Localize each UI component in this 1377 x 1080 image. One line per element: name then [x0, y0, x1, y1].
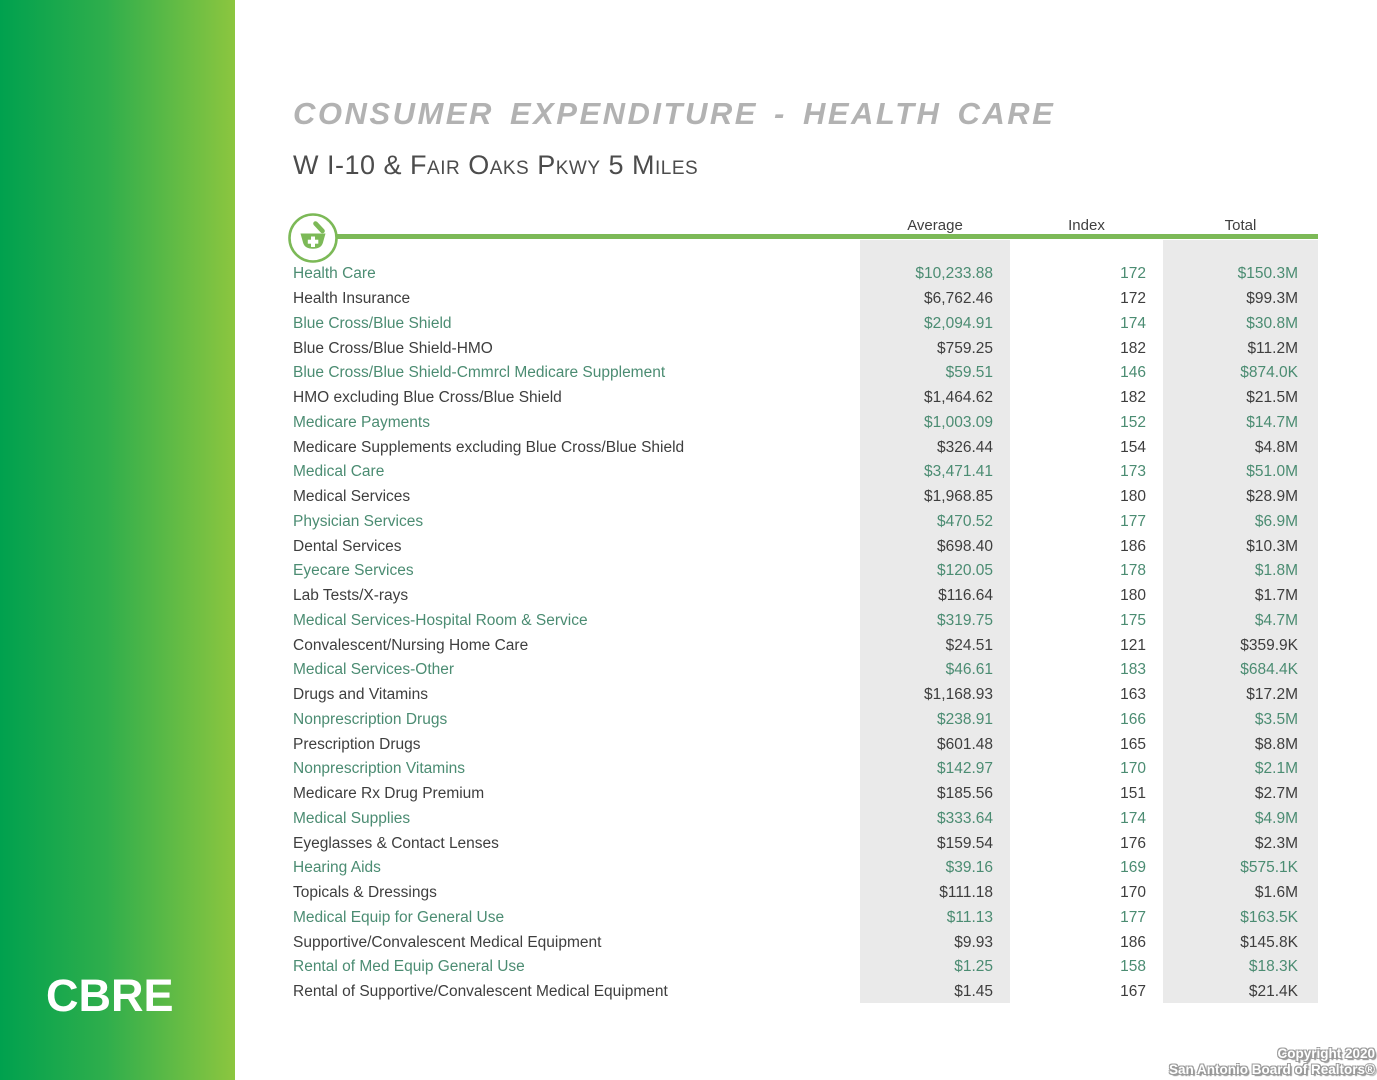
- table-row: [293, 609, 1318, 634]
- row-label: Dental Services: [293, 537, 402, 555]
- row-index: 186: [1120, 933, 1146, 951]
- row-label: Medical Services-Hospital Room & Service: [293, 611, 588, 629]
- row-average: $319.75: [936, 611, 993, 629]
- row-total: $3.5M: [1254, 710, 1298, 728]
- cbre-logo: CBRE: [46, 970, 174, 1021]
- page-title: CONSUMER EXPENDITURE - HEALTH CARE: [293, 96, 1056, 131]
- row-index: 165: [1120, 735, 1146, 753]
- row-total: $11.2M: [1247, 339, 1298, 357]
- table-row: [293, 336, 1318, 361]
- table-row: [293, 460, 1318, 485]
- row-total: $575.1K: [1240, 859, 1298, 877]
- row-label: Supportive/Convalescent Medical Equipment: [293, 933, 602, 951]
- row-total: $14.7M: [1246, 413, 1298, 431]
- row-label: Drugs and Vitamins: [293, 686, 428, 704]
- row-index: 174: [1120, 314, 1146, 332]
- table-row: [293, 510, 1318, 535]
- row-average: $1,968.85: [924, 488, 993, 506]
- row-average: $46.61: [945, 661, 993, 679]
- column-header-average: Average: [907, 217, 963, 234]
- row-label: Eyecare Services: [293, 562, 414, 580]
- table-row: [293, 708, 1318, 733]
- table-row: [293, 312, 1318, 337]
- row-average: $116.64: [938, 587, 993, 605]
- row-index: 167: [1120, 983, 1146, 1001]
- table-row: [293, 435, 1318, 460]
- copyright: [1169, 1046, 1375, 1078]
- row-average: $326.44: [936, 438, 993, 456]
- row-average: $1.25: [954, 958, 993, 976]
- row-average: $2,094.91: [924, 314, 993, 332]
- row-label: Topicals & Dressings: [293, 884, 437, 902]
- table-row: [293, 683, 1318, 708]
- table-row: [293, 633, 1318, 658]
- row-label: Physician Services: [293, 512, 424, 530]
- row-average: $120.05: [936, 562, 993, 580]
- row-index: 182: [1120, 339, 1146, 357]
- copyright-line2: San Antonio Board of Realtors®: [1169, 1062, 1375, 1077]
- row-average: $759.25: [936, 339, 993, 357]
- row-total: $1.8M: [1254, 562, 1298, 580]
- row-average: $1,464.62: [924, 389, 993, 407]
- row-label: Medical Care: [293, 463, 385, 481]
- table-row: [293, 262, 1318, 287]
- row-total: $163.5K: [1240, 908, 1298, 926]
- row-index: 180: [1120, 587, 1146, 605]
- row-label: Rental of Supportive/Convalescent Medical Equipment: [293, 983, 668, 1001]
- row-total: $21.4K: [1248, 983, 1298, 1001]
- table-row: [293, 881, 1318, 906]
- expenditure-table: [293, 262, 1318, 1005]
- row-average: $470.52: [936, 512, 993, 530]
- row-label: Nonprescription Vitamins: [293, 760, 466, 778]
- row-total: $150.3M: [1237, 265, 1298, 283]
- row-average: $111.18: [939, 884, 993, 902]
- row-label: Hearing Aids: [293, 859, 381, 877]
- row-total: $2.1M: [1254, 760, 1298, 778]
- row-index: 154: [1120, 438, 1146, 456]
- table-row: [293, 757, 1318, 782]
- row-index: 183: [1120, 661, 1146, 679]
- row-label: Blue Cross/Blue Shield: [293, 314, 452, 332]
- row-average: $601.48: [936, 735, 993, 753]
- row-index: 176: [1120, 834, 1146, 852]
- row-total: $145.8K: [1240, 933, 1298, 951]
- mortar-pestle-icon: [287, 212, 339, 264]
- row-label: Medicare Payments: [293, 413, 430, 431]
- row-total: $4.7M: [1254, 611, 1298, 629]
- row-total: $4.9M: [1254, 809, 1298, 827]
- row-index: 170: [1120, 760, 1146, 778]
- row-average: $24.51: [945, 636, 993, 654]
- row-index: 146: [1120, 364, 1146, 382]
- row-label: HMO excluding Blue Cross/Blue Shield: [293, 389, 562, 407]
- table-row: [293, 361, 1318, 386]
- row-label: Nonprescription Drugs: [293, 710, 448, 728]
- row-index: 178: [1120, 562, 1146, 580]
- row-index: 177: [1120, 908, 1146, 926]
- row-average: $142.97: [936, 760, 993, 778]
- header-rule: [300, 234, 1318, 239]
- row-total: $17.2M: [1246, 686, 1298, 704]
- row-total: $28.9M: [1246, 488, 1298, 506]
- row-total: $2.7M: [1254, 785, 1298, 803]
- row-total: $6.9M: [1254, 512, 1298, 530]
- row-total: $1.6M: [1254, 884, 1298, 902]
- row-total: $99.3M: [1246, 290, 1298, 308]
- row-average: $3,471.41: [924, 463, 993, 481]
- row-label: Health Care: [293, 265, 376, 283]
- row-label: Prescription Drugs: [293, 735, 421, 753]
- row-index: 177: [1120, 512, 1146, 530]
- row-label: Blue Cross/Blue Shield-Cmmrcl Medicare Supplement: [293, 364, 666, 382]
- row-index: 121: [1120, 636, 1146, 654]
- row-total: $18.3K: [1248, 958, 1298, 976]
- row-average: $333.64: [936, 809, 993, 827]
- row-total: $10.3M: [1246, 537, 1298, 555]
- column-header-total: Total: [1224, 217, 1257, 234]
- row-label: Medicare Supplements excluding Blue Cross/Blue Shield: [293, 438, 685, 456]
- row-total: $4.8M: [1254, 438, 1298, 456]
- row-label: Eyeglasses & Contact Lenses: [293, 834, 499, 852]
- row-average: $1,003.09: [924, 413, 993, 431]
- row-total: $30.8M: [1246, 314, 1298, 332]
- row-index: 169: [1120, 859, 1146, 877]
- table-row: [293, 980, 1318, 1005]
- row-label: Medical Equip for General Use: [293, 908, 505, 926]
- row-label: Medicare Rx Drug Premium: [293, 785, 485, 803]
- table-row: [293, 930, 1318, 955]
- row-average: $11.13: [946, 908, 993, 926]
- table-row: [293, 559, 1318, 584]
- row-index: 173: [1120, 463, 1146, 481]
- row-index: 172: [1120, 265, 1146, 283]
- row-total: $21.5M: [1246, 389, 1298, 407]
- row-index: 163: [1120, 686, 1146, 704]
- table-row: [293, 658, 1318, 683]
- row-index: 182: [1120, 389, 1146, 407]
- table-row: [293, 534, 1318, 559]
- table-row: [293, 386, 1318, 411]
- row-index: 172: [1120, 290, 1146, 308]
- table-row: [293, 584, 1318, 609]
- row-index: 151: [1120, 785, 1146, 803]
- row-total: $359.9K: [1240, 636, 1298, 654]
- table-row: [293, 732, 1318, 757]
- row-index: 166: [1120, 710, 1146, 728]
- row-index: 175: [1120, 611, 1146, 629]
- table-row: [293, 856, 1318, 881]
- row-label: Medical Services-Other: [293, 661, 455, 679]
- row-label: Lab Tests/X-rays: [293, 587, 409, 605]
- row-average: $185.56: [936, 785, 993, 803]
- column-header-index: Index: [1068, 217, 1105, 234]
- table-row: [293, 831, 1318, 856]
- row-index: 158: [1120, 958, 1146, 976]
- row-average: $10,233.88: [915, 265, 993, 283]
- row-average: $698.40: [936, 537, 993, 555]
- table-row: [293, 287, 1318, 312]
- row-label: Rental of Med Equip General Use: [293, 958, 525, 976]
- row-average: $159.54: [936, 834, 993, 852]
- row-total: $8.8M: [1254, 735, 1298, 753]
- row-label: Medical Services: [293, 488, 411, 506]
- table-row: [293, 807, 1318, 832]
- row-label: Medical Supplies: [293, 809, 411, 827]
- table-row: [293, 782, 1318, 807]
- copyright-line1: Copyright 2020: [1277, 1046, 1375, 1061]
- row-average: $9.93: [954, 933, 993, 951]
- row-index: 186: [1120, 537, 1146, 555]
- row-index: 180: [1120, 488, 1146, 506]
- row-average: $6,762.46: [924, 290, 993, 308]
- row-average: $1.45: [954, 983, 993, 1001]
- row-label: Health Insurance: [293, 290, 411, 308]
- row-total: $684.4K: [1240, 661, 1298, 679]
- row-total: $874.0K: [1240, 364, 1298, 382]
- row-label: Blue Cross/Blue Shield-HMO: [293, 339, 493, 357]
- row-average: $59.51: [945, 364, 993, 382]
- row-index: 170: [1120, 884, 1146, 902]
- row-index: 174: [1120, 809, 1146, 827]
- row-average: $238.91: [936, 710, 993, 728]
- table-row: [293, 906, 1318, 931]
- table-row: [293, 411, 1318, 436]
- row-total: $1.7M: [1254, 587, 1298, 605]
- row-total: $51.0M: [1246, 463, 1298, 481]
- row-total: $2.3M: [1254, 834, 1298, 852]
- row-index: 152: [1120, 413, 1146, 431]
- table-row: [293, 955, 1318, 980]
- page-subtitle: W I-10 & Fair Oaks Pkwy 5 Miles: [293, 150, 699, 180]
- row-average: $1,168.93: [924, 686, 993, 704]
- table-row: [293, 485, 1318, 510]
- row-average: $39.16: [945, 859, 993, 877]
- row-label: Convalescent/Nursing Home Care: [293, 636, 529, 654]
- sidebar: [0, 0, 235, 1080]
